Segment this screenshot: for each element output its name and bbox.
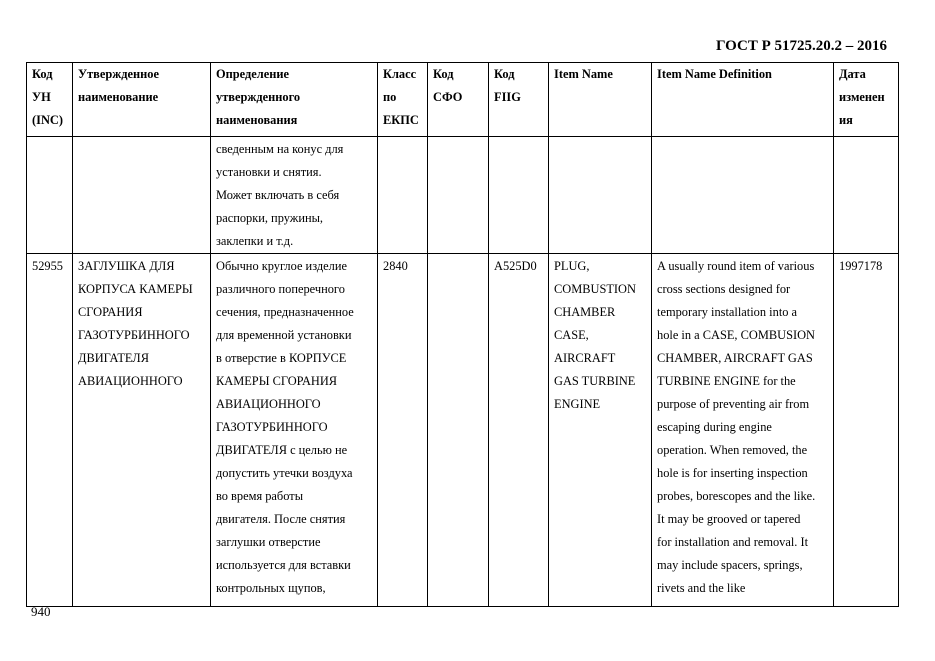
cell-text-line: A525D0 xyxy=(494,259,537,273)
cell-text-line: СГОРАНИЯ xyxy=(78,305,143,319)
page-number: 940 xyxy=(31,604,51,619)
cell-text-line: ДВИГАТЕЛЯ xyxy=(78,351,149,365)
header-item-name xyxy=(549,63,652,137)
cell-text-line: КАМЕРЫ СГОРАНИЯ xyxy=(216,374,338,388)
cell-text-line: escaping during engine xyxy=(657,420,772,434)
cell-text-line: 1997178 xyxy=(839,259,883,273)
cell-text-line: ДВИГАТЕЛЯ с целью не xyxy=(216,443,348,457)
cell-text-line: АВИАЦИОННОГО xyxy=(78,374,183,388)
cell-text-line: (INC) xyxy=(32,113,63,127)
cell-change-date xyxy=(834,254,899,607)
header-sfo-code xyxy=(428,63,489,137)
cell-fiig-code xyxy=(489,137,549,254)
cell-text-line: Код xyxy=(433,67,454,81)
cell-text-line: Код xyxy=(494,67,515,81)
cell-item-name-definition xyxy=(652,137,834,254)
table-row xyxy=(27,254,899,607)
cell-text-line: TURBINE ENGINE for the xyxy=(657,374,796,388)
cell-text-line: Может включать в себя xyxy=(216,188,340,202)
cell-text-line: наименования xyxy=(216,113,298,127)
cell-text-line: PLUG, xyxy=(554,259,590,273)
cell-ekps-class xyxy=(378,137,428,254)
cell-text-line: наименование xyxy=(78,90,159,104)
cell-text-line: cross sections designed for xyxy=(657,282,791,296)
cell-ekps-class xyxy=(378,254,428,607)
header-definition xyxy=(211,63,378,137)
cell-text-line: Определение xyxy=(216,67,290,81)
cell-text-line: АВИАЦИОННОГО xyxy=(216,397,321,411)
cell-text-line: A usually round item of various xyxy=(657,259,815,273)
cell-text-line: 2840 xyxy=(383,259,408,273)
cell-text-line: в отверстие в КОРПУСЕ xyxy=(216,351,347,365)
cell-text-line: изменен xyxy=(839,90,885,104)
cell-text-line: rivets and the like xyxy=(657,581,746,595)
cell-text-line: CHAMBER xyxy=(554,305,616,319)
cell-text-line: Класс xyxy=(383,67,417,81)
cell-change-date xyxy=(834,137,899,254)
cell-text-line: Обычно круглое изделие xyxy=(216,259,347,273)
cell-text-line: ГАЗОТУРБИННОГО xyxy=(216,420,328,434)
cell-text-line: различного поперечного xyxy=(216,282,345,296)
cell-text-line: 52955 xyxy=(32,259,63,273)
cell-text-line: допустить утечки воздуха xyxy=(216,466,353,480)
cell-text-line: заклепки и т.д. xyxy=(216,234,294,248)
header-fiig-code xyxy=(489,63,549,137)
header-change-date xyxy=(834,63,899,137)
cell-text-line: Item Name xyxy=(554,67,613,81)
cell-text-line: Дата xyxy=(839,67,866,81)
cell-text-line: КОРПУСА КАМЕРЫ xyxy=(78,282,193,296)
cell-text-line: CASE, xyxy=(554,328,589,342)
cell-approved-name xyxy=(73,137,211,254)
cell-item-name-definition xyxy=(652,254,834,607)
cell-text-line: GAS TURBINE xyxy=(554,374,636,388)
cell-text-line: It may be grooved or tapered xyxy=(657,512,801,526)
cell-text-line: probes, borescopes and the like. xyxy=(657,489,816,503)
cell-text-line: ЗАГЛУШКА ДЛЯ xyxy=(78,259,175,273)
cell-definition xyxy=(211,254,378,607)
header-item-name-definition xyxy=(652,63,834,137)
header-ekps-class xyxy=(378,63,428,137)
cell-fiig-code xyxy=(489,254,549,607)
cell-text-line: temporary installation into a xyxy=(657,305,798,319)
cell-text-line: Утвержденное xyxy=(78,67,159,81)
cell-approved-name xyxy=(73,254,211,607)
cell-text-line: УН xyxy=(32,90,51,104)
cell-text-line: ЕКПС xyxy=(383,113,419,127)
cell-inc xyxy=(27,137,73,254)
catalog-table xyxy=(26,62,899,607)
cell-item-name xyxy=(549,254,652,607)
cell-text-line: во время работы xyxy=(216,489,304,503)
header-approved-name xyxy=(73,63,211,137)
cell-sfo-code xyxy=(428,254,489,607)
table-row xyxy=(27,137,899,254)
cell-text-line: для временной установки xyxy=(216,328,352,342)
cell-text-line: двигателя. После снятия xyxy=(216,512,346,526)
cell-text-line: распорки, пружины, xyxy=(216,211,324,225)
cell-text-line: may include spacers, springs, xyxy=(657,558,803,572)
cell-text-line: AIRCRAFT xyxy=(554,351,616,365)
cell-sfo-code xyxy=(428,137,489,254)
document-standard-header: ГОСТ Р 51725.20.2 – 2016 xyxy=(715,38,887,54)
cell-text-line: заглушки отверстие xyxy=(216,535,321,549)
cell-text-line: ENGINE xyxy=(554,397,601,411)
cell-text-line: утвержденного xyxy=(216,90,301,104)
cell-text-line: CHAMBER, AIRCRAFT GAS xyxy=(657,351,813,365)
cell-text-line: hole in a CASE, COMBUSION xyxy=(657,328,815,342)
cell-text-line: по xyxy=(383,90,397,104)
cell-text-line: сечения, предназначенное xyxy=(216,305,354,319)
cell-text-line: Item Name Definition xyxy=(657,67,772,81)
cell-item-name xyxy=(549,137,652,254)
cell-text-line: purpose of preventing air from xyxy=(657,397,810,411)
cell-text-line: используется для вставки xyxy=(216,558,351,572)
cell-text-line: сведенным на конус для xyxy=(216,142,344,156)
cell-definition xyxy=(211,137,378,254)
table-header-row xyxy=(27,63,899,137)
cell-text-line: ия xyxy=(839,113,853,127)
cell-text-line: hole is for inserting inspection xyxy=(657,466,808,480)
cell-text-line: FIIG xyxy=(494,90,521,104)
cell-inc xyxy=(27,254,73,607)
cell-text-line: контрольных щупов, xyxy=(216,581,326,595)
cell-text-line: СФО xyxy=(433,90,463,104)
cell-text-line: COMBUSTION xyxy=(554,282,636,296)
cell-text-line: operation. When removed, the xyxy=(657,443,808,457)
cell-text-line: Код xyxy=(32,67,53,81)
cell-text-line: ГАЗОТУРБИННОГО xyxy=(78,328,190,342)
cell-text-line: for installation and removal. It xyxy=(657,535,809,549)
cell-text-line: установки и снятия. xyxy=(216,165,322,179)
header-inc xyxy=(27,63,73,137)
